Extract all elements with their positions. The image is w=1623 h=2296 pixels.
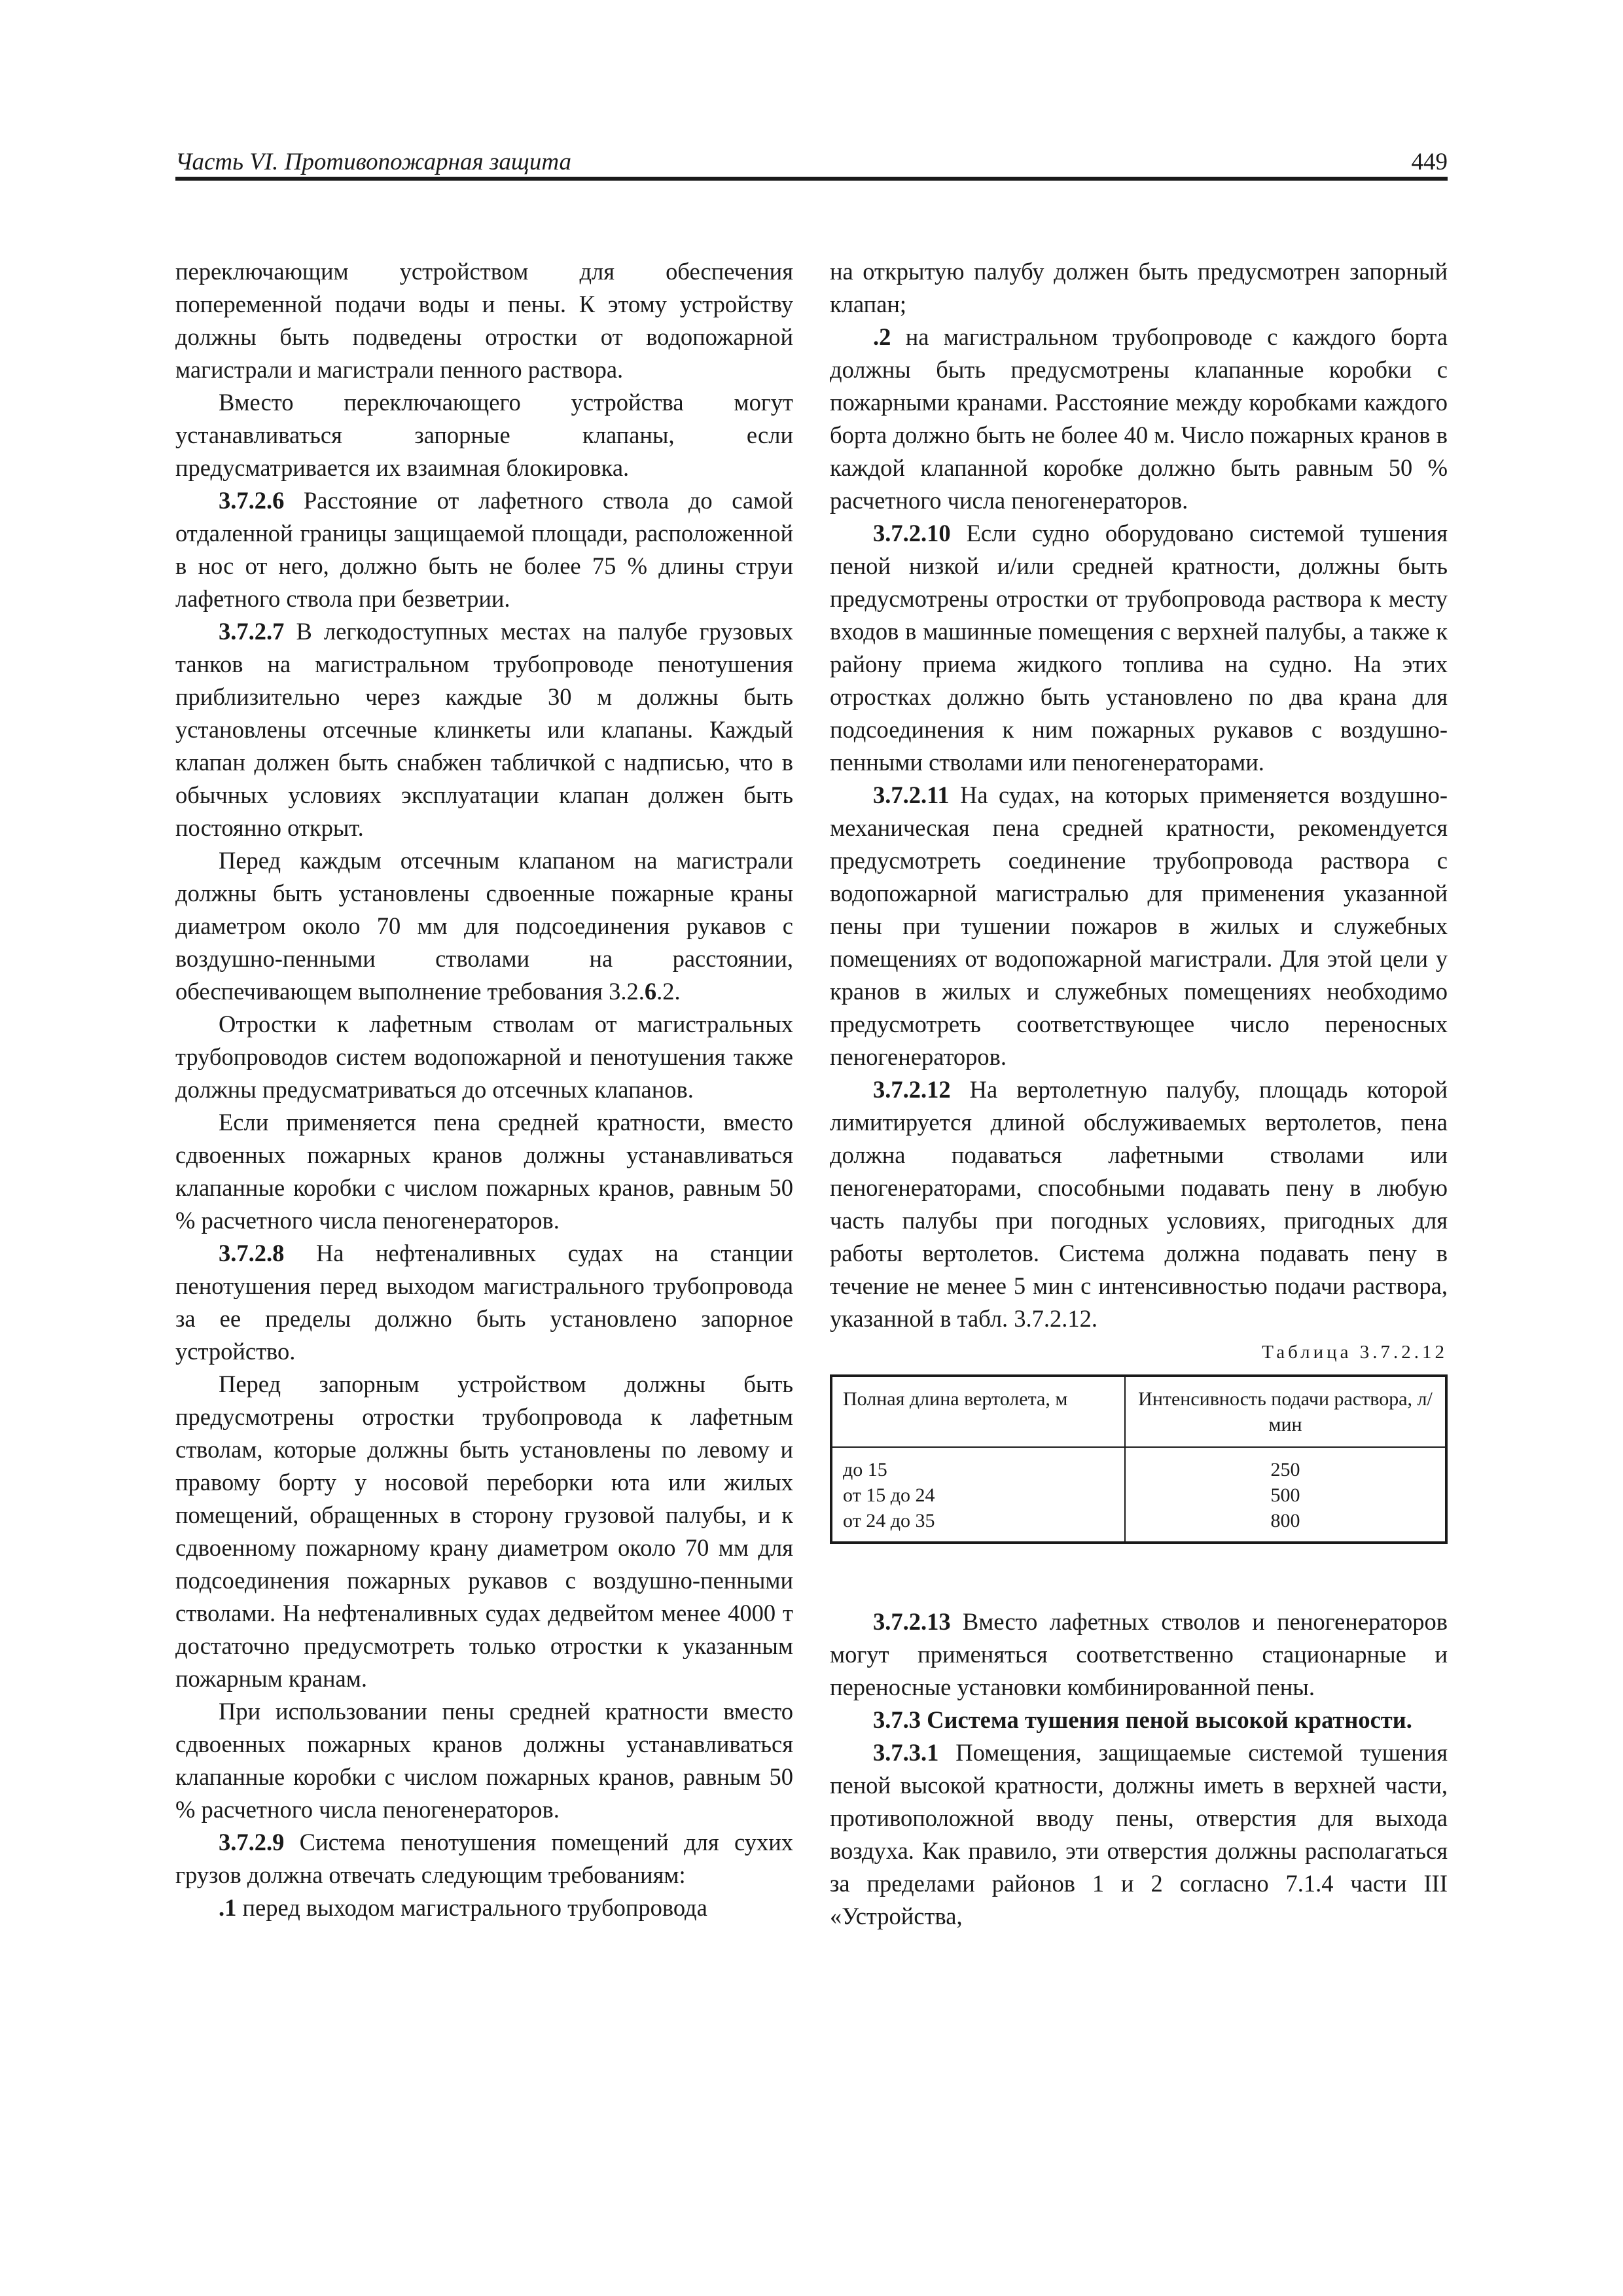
clause-3-7-2-6: 3.7.2.6 Расстояние от лафетного ствола до самой отдаленной границы защищаемой площади, расположенной в нос от него, должно быть не более 75 % длины струи лафетного ствола при безветрии. bbox=[175, 487, 793, 612]
list-item-2: .2 на магистральном трубопроводе с каждого борта должны быть предусмотрены клапанные коробки с пожарными кранами. Расстояние между коробками каждого борта должно быть не более 40 м. Число пожарных кранов в каждой клапанной коробке должно быть равным 50 % расчетного числа пеногенераторов. bbox=[830, 323, 1448, 514]
paragraph: Перед запорным устройством должны быть предусмотрены отростки трубопровода к лафетным стволам, которые должны быть установлены по левому и правому борту у носовой переборки юта или жилых помещений, обращенных в сторону грузовой палубы, и к сдвоенному пожарному крану диаметром около 70 мм для подсоединения пожарных рукавов с воздушно-пенными стволами. На нефтеналивных судах дедвейтом менее 4000 т достаточно предусмотреть только отростки к указанным пожарным кранам. bbox=[175, 1371, 793, 1692]
clause-3-7-2-9: 3.7.2.9 Система пенотушения помещений для сухих грузов должна отвечать следующим требованиям: bbox=[175, 1829, 793, 1888]
header-rule bbox=[175, 177, 1448, 181]
clause-3-7-3-1: 3.7.3.1 Помещения, защищаемые системой тушения пеной высокой кратности, должны иметь в верхней части, противоположной вводу пены, отверстия для выхода воздуха. Как правило, эти отверстия должны располагаться за пределами районов 1 и 2 согласно 7.1.4 части III «Устройства, bbox=[830, 1739, 1448, 1929]
section-heading-3-7-3: 3.7.3 Система тушения пеной высокой кратности. bbox=[873, 1706, 1412, 1733]
item-number: .2 bbox=[873, 323, 891, 350]
left-column bbox=[175, 255, 793, 1924]
clause-number: 3.7.2.7 bbox=[219, 618, 285, 645]
cell-rate: 250 bbox=[1125, 1447, 1446, 1482]
cell-rate: 800 bbox=[1125, 1508, 1446, 1543]
header-title: Часть VI. Противопожарная защита bbox=[175, 149, 572, 175]
clause-number: 3.7.2.9 bbox=[219, 1829, 285, 1856]
clause-3-7-2-11: 3.7.2.11 На судах, на которых применяется воздушно-механическая пена средней кратности, рекомендуется предусмотреть соединение трубопровода раствора с водопожарной магистралью для применения указанной пены при тушении пожаров в жилых и служебных помещениях от водопожарной магистрали. Для этой цели у кранов в жилых и служебных помещениях необходимо предусмотреть соответствующее число переносных пеногенераторов. bbox=[830, 781, 1448, 1070]
table-header-rate: Интенсивность подачи раствора, л/мин bbox=[1125, 1376, 1446, 1447]
clause-3-7-2-12: 3.7.2.12 На вертолетную палубу, площадь которой лимитируется длиной обслуживаемых вертолетов, пена должна подаваться лафетными стволами или пеногенераторами, способными подавать пену в любую часть палубы при погодных условиях, пригодных для работы вертолетов. Система должна подавать пену в течение не менее 5 мин с интенсивностью подачи раствора, указанной в табл. 3.7.2.12. bbox=[830, 1076, 1448, 1332]
paragraph: переключающим устройством для обеспечения попеременной подачи воды и пены. К этому устройству должны быть подведены отростки от водопожарной магистрали и магистрали пенного раствора. bbox=[175, 258, 793, 383]
paragraph: Вместо переключающего устройства могут устанавливаться запорные клапаны, если предусматривается их взаимная блокировка. bbox=[175, 389, 793, 481]
right-column bbox=[830, 255, 1448, 1933]
item-number: .1 bbox=[219, 1894, 237, 1921]
table-row bbox=[831, 1447, 1446, 1482]
clause-number: 3.7.2.10 bbox=[873, 520, 951, 547]
paragraph: Отростки к лафетным стволам от магистральных трубопроводов систем водопожарной и пенотушения также должны предусматриваться до отсечных клапанов. bbox=[175, 1011, 793, 1103]
clause-number: 3.7.2.12 bbox=[873, 1076, 951, 1103]
table-row bbox=[831, 1508, 1446, 1543]
cell-length: от 24 до 35 bbox=[831, 1508, 1125, 1543]
clause-number: 3.7.2.11 bbox=[873, 781, 950, 808]
cell-length: от 15 до 24 bbox=[831, 1482, 1125, 1508]
clause-number: 3.7.3.1 bbox=[873, 1739, 939, 1766]
cell-length: до 15 bbox=[831, 1447, 1125, 1482]
table-row bbox=[831, 1482, 1446, 1508]
clause-3-7-2-10: 3.7.2.10 Если судно оборудовано системой тушения пеной низкой и/или средней кратности, должны быть предусмотрены отростки от трубопровода раствора к месту входов в машинные помещения с верхней палубы, а также к району приема жидкого топлива на судно. На этих отростках должно быть установлено по два крана для подсоединения к ним пожарных рукавов с воздушно-пенными стволами или пеногенераторами. bbox=[830, 520, 1448, 776]
helideck-table bbox=[830, 1374, 1448, 1544]
list-item-1: .1 перед выходом магистрального трубопровода bbox=[219, 1894, 707, 1921]
clause-3-7-2-7: 3.7.2.7 В легкодоступных местах на палубе грузовых танков на магистральном трубопроводе пенотушения приблизительно через каждые 30 м должны быть установлены отсечные клинкеты или клапаны. Каждый клапан должен быть снабжен табличкой с надписью, что в обычных условиях эксплуатации клапан должен быть постоянно открыт. bbox=[175, 618, 793, 841]
paragraph: Если применяется пена средней кратности, вместо сдвоенных пожарных кранов должны устанавливаться клапанные коробки с числом пожарных кранов, равным 50 % расчетного числа пеногенераторов. bbox=[175, 1109, 793, 1234]
table-header-length: Полная длина вертолета, м bbox=[831, 1376, 1125, 1447]
clause-3-7-2-13: 3.7.2.13 Вместо лафетных стволов и пеногенераторов могут применяться соответственно стационарные и переносные установки комбинированной пены. bbox=[830, 1608, 1448, 1700]
clause-number: 3.7.2.8 bbox=[219, 1240, 285, 1266]
table-caption: Таблица 3.7.2.12 bbox=[1262, 1342, 1448, 1363]
clause-3-7-2-8: 3.7.2.8 На нефтеналивных судах на станции пенотушения перед выходом магистрального трубопровода за ее пределы должно быть установлено запорное устройство. bbox=[175, 1240, 793, 1365]
clause-number: 3.7.2.13 bbox=[873, 1608, 951, 1635]
clause-number: 3.7.2.6 bbox=[219, 487, 285, 514]
running-header bbox=[175, 145, 1448, 179]
paragraph: При использовании пены средней кратности вместо сдвоенных пожарных кранов должны устанавливаться клапанные коробки с числом пожарных кранов, равным 50 % расчетного числа пеногенераторов. bbox=[175, 1698, 793, 1823]
paragraph: на открытую палубу должен быть предусмотрен запорный клапан; bbox=[830, 258, 1448, 317]
cell-rate: 500 bbox=[1125, 1482, 1446, 1508]
table-spacer bbox=[830, 1544, 1448, 1605]
paragraph: Перед каждым отсечным клапаном на магистрали должны быть установлены сдвоенные пожарные краны диаметром около 70 мм для подсоединения рукавов с воздушно-пенными стволами на расстоянии, обеспечивающем выполнение требования 3.2.6.2. bbox=[175, 847, 793, 1005]
page-number: 449 bbox=[1411, 149, 1448, 175]
